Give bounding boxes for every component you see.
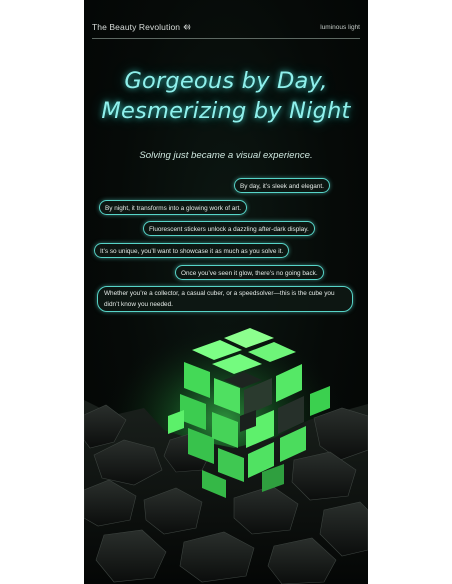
speech-bubble: Whether you’re a collector, a casual cuber, or a speedsolver—this is the cube you didn’t know you needed.: [97, 286, 353, 312]
product-poster: [84, 0, 368, 584]
speech-bubble: Once you’ve seen it glow, there’s no going back.: [175, 265, 324, 280]
header-tag: luminous light: [320, 24, 360, 31]
speech-bubble: By night, it transforms into a glowing work of art.: [99, 200, 247, 215]
header-bar: [92, 22, 360, 39]
headline: [84, 66, 368, 126]
sound-wave-icon: [183, 23, 191, 31]
headline-line-2: Mesmerizing by Night: [101, 98, 351, 124]
subheadline: Solving just became a visual experience.: [139, 150, 313, 161]
brand-title: [92, 22, 191, 32]
speech-bubble: By day, it’s sleek and elegant.: [234, 178, 330, 193]
brand-label: The Beauty Revolution: [92, 22, 181, 32]
glowing-cube-illustration: [84, 320, 368, 584]
speech-bubble: It’s so unique, you’ll want to showcase it as much as you solve it.: [94, 243, 289, 258]
headline-line-1: Gorgeous by Day,: [124, 68, 328, 94]
speech-bubble: Fluorescent stickers unlock a dazzling after-dark display.: [143, 221, 315, 236]
